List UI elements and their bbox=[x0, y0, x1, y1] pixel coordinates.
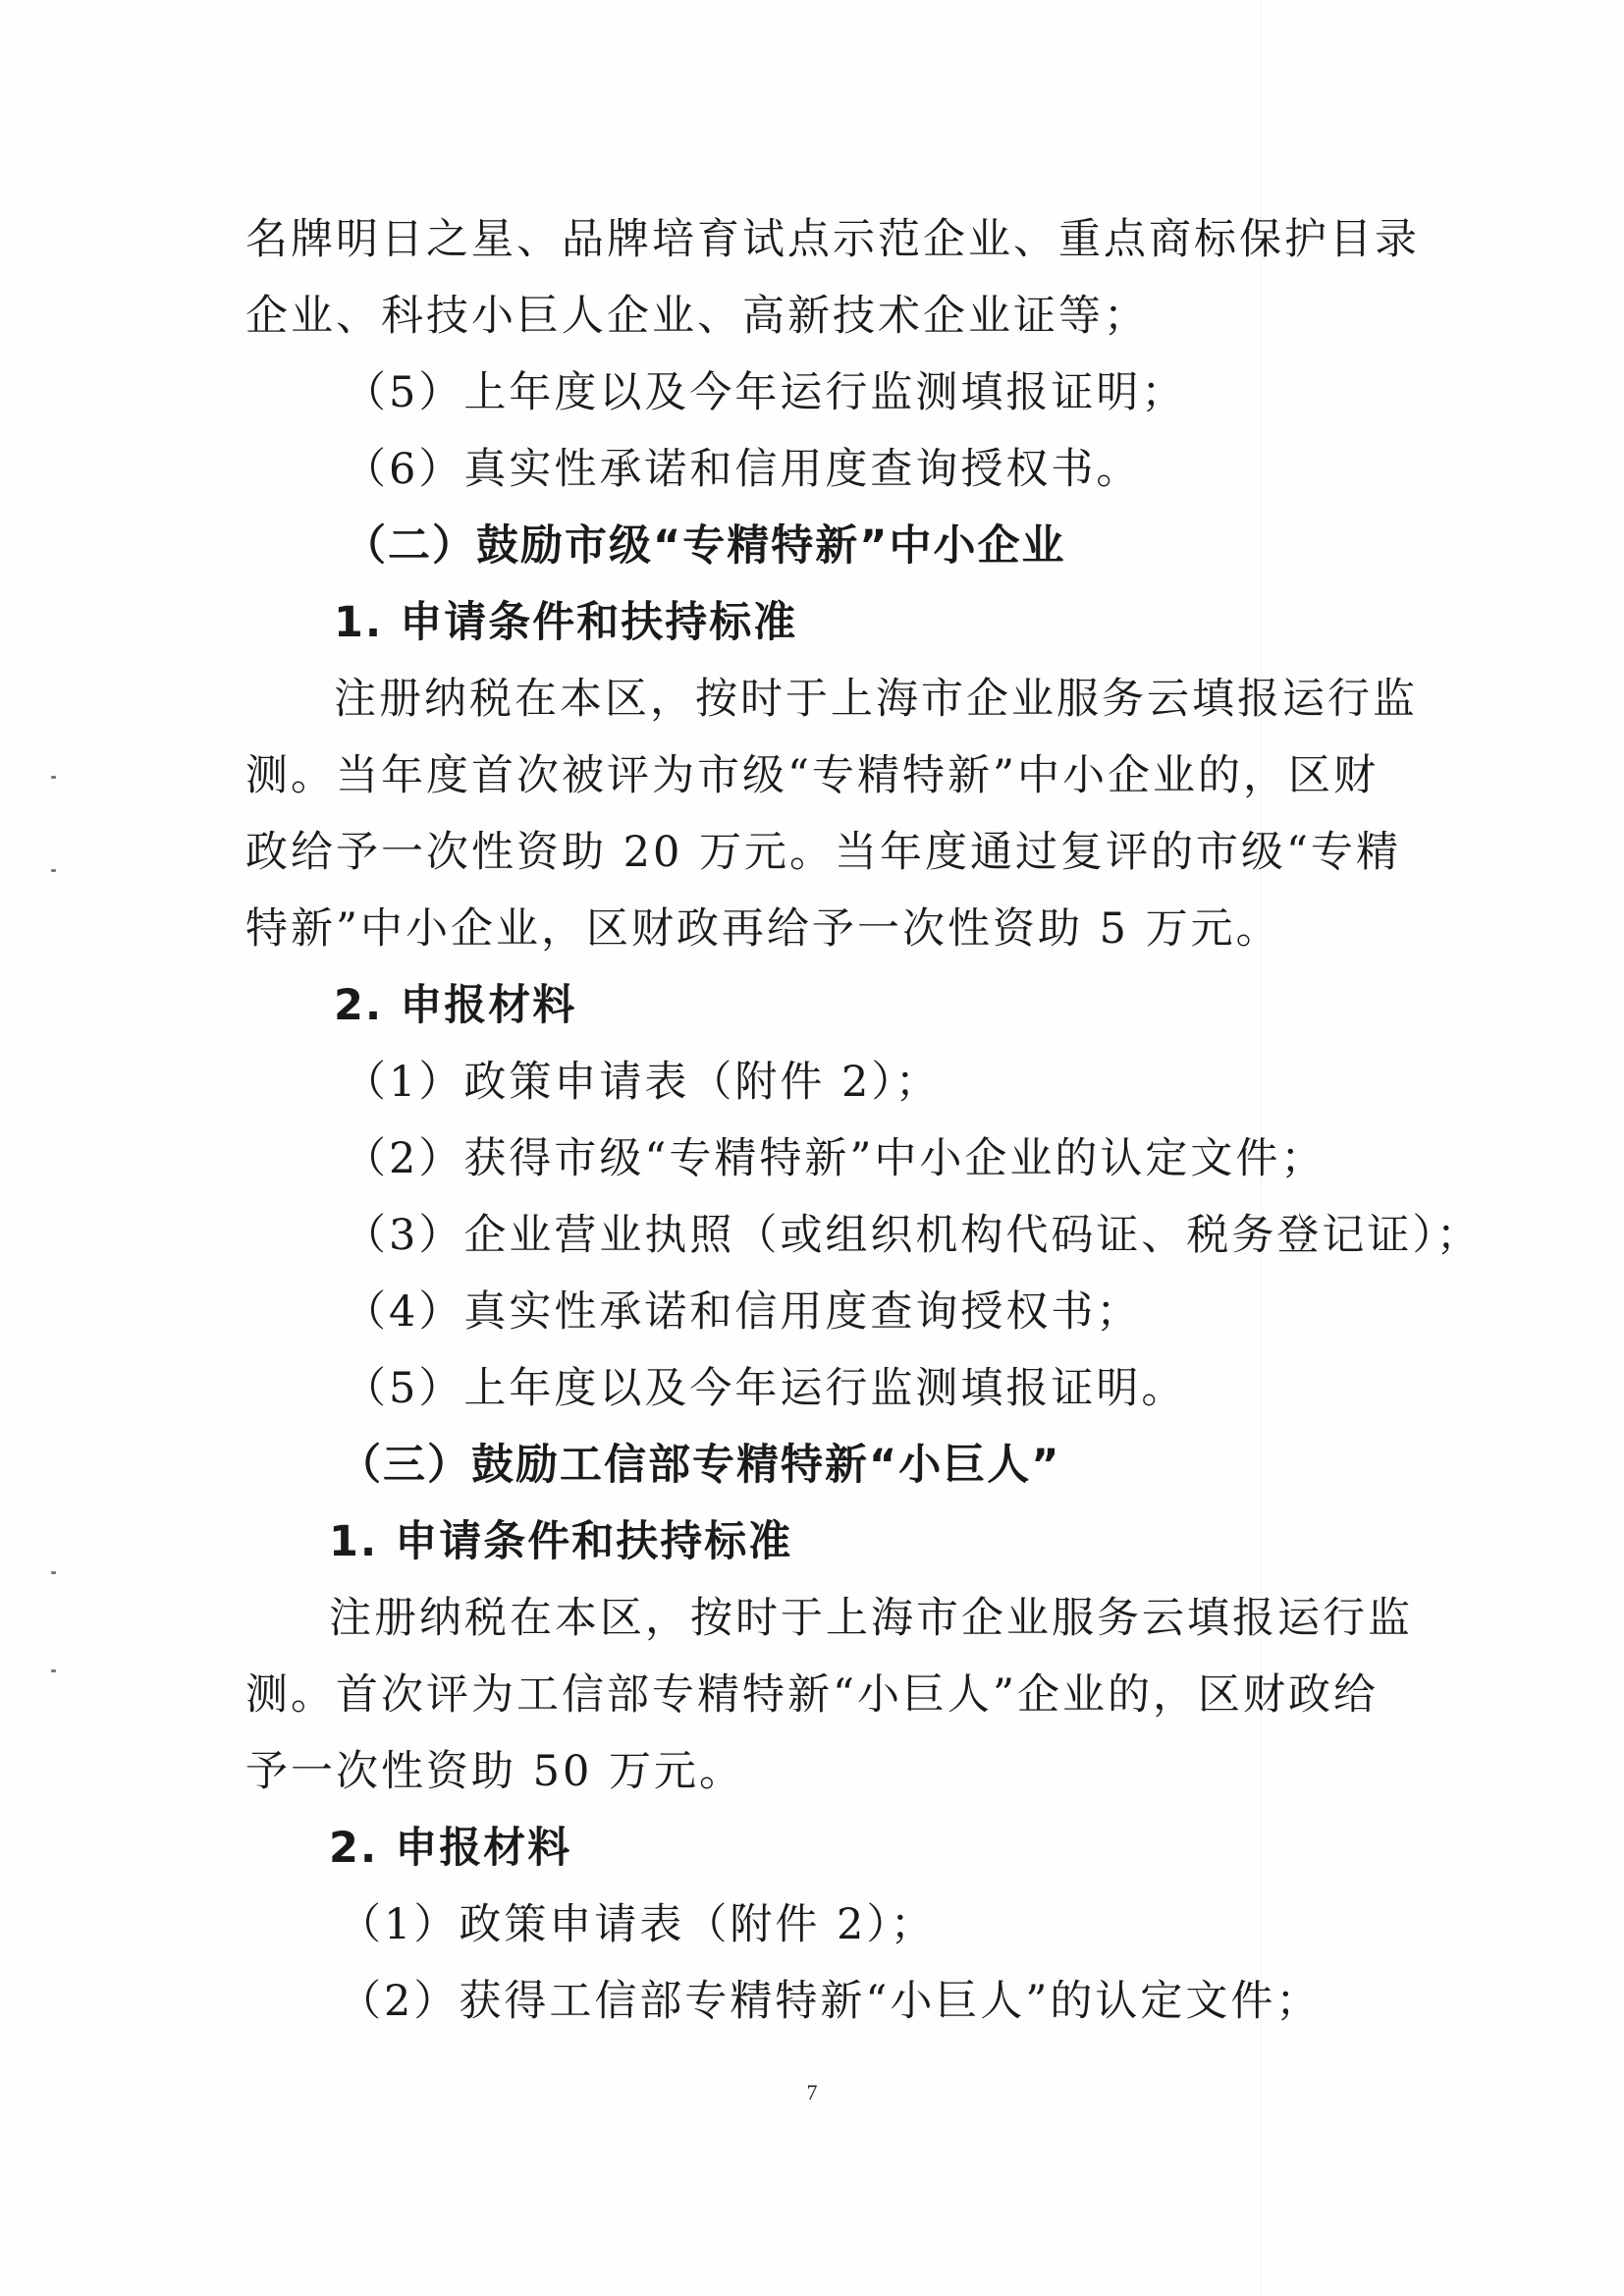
body-text-line: 注册纳税在本区，按时于上海市企业服务云填报运行监 bbox=[329, 1594, 1413, 1643]
body-text-line: 测。首次评为工信部专精特新“小巨人”企业的，区财政给 bbox=[245, 1670, 1379, 1720]
body-text-line: 名牌明日之星、品牌培育试点示范企业、重点商标保护目录 bbox=[245, 215, 1420, 264]
scan-dot bbox=[51, 1571, 56, 1574]
section-heading: （二）鼓励市级“专精特新”中小企业 bbox=[344, 521, 1066, 571]
list-item: （5）上年度以及今年运行监测填报证明； bbox=[344, 368, 1187, 417]
list-item: （1）政策申请表（附件 2）； bbox=[344, 1058, 941, 1107]
body-text-line: 企业、科技小巨人企业、高新技术企业证等； bbox=[245, 292, 1149, 341]
list-item: （5）上年度以及今年运行监测填报证明。 bbox=[344, 1364, 1187, 1413]
section-heading: （三）鼓励工信部专精特新“小巨人” bbox=[339, 1441, 1061, 1490]
scan-dot bbox=[51, 776, 56, 779]
body-text-line: 注册纳税在本区，按时于上海市企业服务云填报运行监 bbox=[334, 675, 1418, 724]
subsection-heading: 1. 申请条件和扶持标准 bbox=[329, 1517, 793, 1566]
subsection-heading: 2. 申报材料 bbox=[329, 1824, 572, 1873]
body-text-line: 政给予一次性资助 20 万元。当年度通过复评的市级“专精 bbox=[245, 828, 1402, 877]
subsection-heading: 2. 申报材料 bbox=[334, 981, 577, 1030]
subsection-heading: 1. 申请条件和扶持标准 bbox=[334, 598, 798, 647]
list-item: （3）企业营业执照（或组织机构代码证、税务登记证）； bbox=[344, 1211, 1482, 1260]
scan-dot bbox=[51, 869, 56, 872]
list-item: （2）获得市级“专精特新”中小企业的认定文件； bbox=[344, 1134, 1326, 1183]
scan-dot bbox=[51, 1669, 56, 1672]
body-text-line: 特新”中小企业，区财政再给予一次性资助 5 万元。 bbox=[245, 904, 1281, 954]
list-item: （6）真实性承诺和信用度查询授权书。 bbox=[344, 445, 1142, 494]
body-text-line: 测。当年度首次被评为市级“专精特新”中小企业的，区财 bbox=[245, 751, 1379, 800]
list-item: （2）获得工信部专精特新“小巨人”的认定文件； bbox=[339, 1977, 1322, 2026]
list-item: （4）真实性承诺和信用度查询授权书； bbox=[344, 1287, 1142, 1337]
body-text-line: 予一次性资助 50 万元。 bbox=[245, 1747, 745, 1796]
page-number: 7 bbox=[806, 2080, 818, 2105]
list-item: （1）政策申请表（附件 2）； bbox=[339, 1900, 936, 1949]
